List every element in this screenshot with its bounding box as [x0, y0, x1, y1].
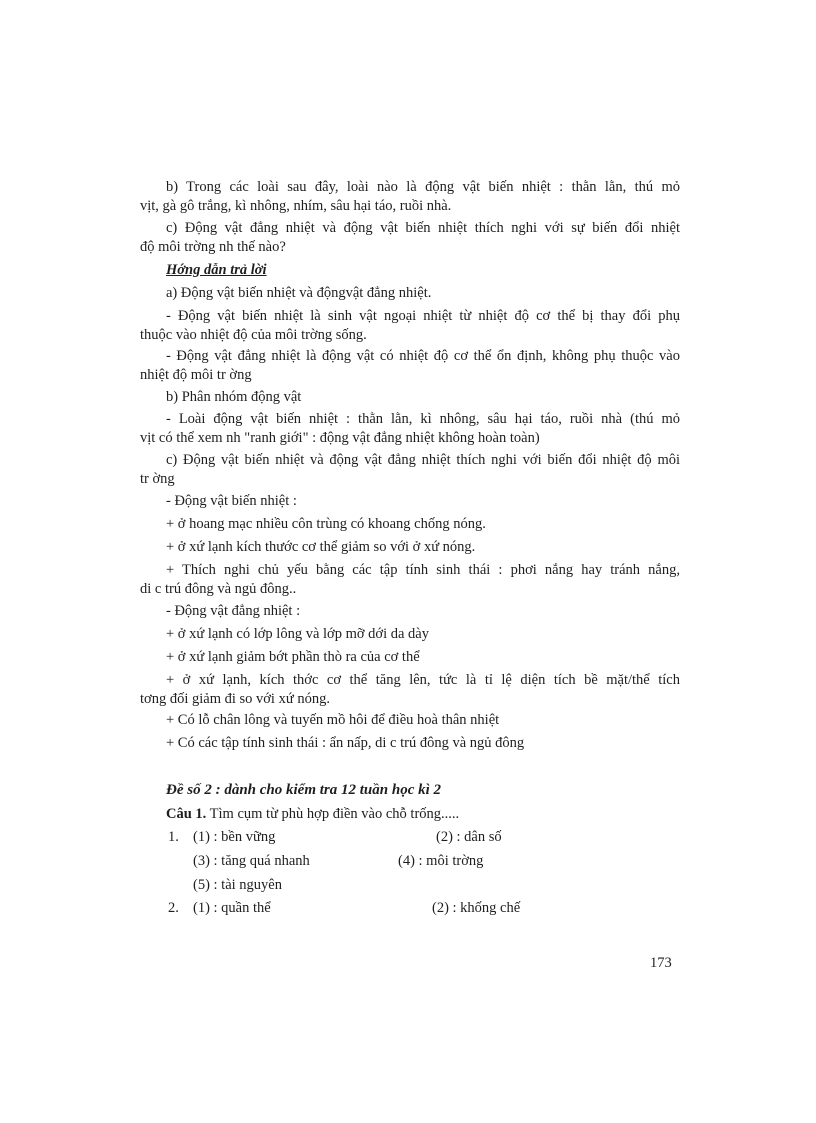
paragraph-warm-blooded-line1: - Động vật đẳng nhiệt là động vật có nhiệt độ cơ thể ổn định, không phụ thuộc vào — [166, 348, 680, 364]
answer-1-5: (5) : tài nguyên — [193, 877, 282, 893]
paragraph-cold-blooded-label: - Động vật biến nhiệt : — [166, 493, 297, 509]
paragraph-cold-body-size: + ở xứ lạnh kích thước cơ thể giảm so với ở xứ nóng. — [166, 539, 476, 555]
paragraph-warm-blooded-line2: nhiệt độ môi tr ờng — [140, 367, 252, 383]
answer-1-1: (1) : bền vững — [193, 829, 276, 845]
answer-2-1: (1) : quần thể — [193, 900, 271, 916]
paragraph-behavior-line1: + Thích nghi chủ yếu bằng các tập tính sinh thái : phơi nắng hay tránh nắng, — [166, 562, 680, 578]
question-1 — [140, 805, 706, 824]
paragraph-fur-fat: + ở xứ lạnh có lớp lông và lớp mỡ dới da dày — [166, 626, 429, 642]
paragraph-ecological-behavior: + Có các tập tính sinh thái : ẩn nấp, di c trú đông và ngủ đông — [166, 735, 525, 751]
answer-guide-heading: Hớng dẫn trả lời — [166, 262, 267, 278]
paragraph-answer-c-line1: c) Động vật biến nhiệt và động vật đẳng nhiệt thích nghi với biến đổi nhiệt độ môi — [166, 452, 680, 468]
paragraph-desert-insects: + ở hoang mạc nhiều côn trùng có khoang chống nóng. — [166, 516, 486, 532]
answer-2-2: (2) : khống chế — [432, 900, 521, 916]
paragraph-species-line2: vịt có thể xem nh "ranh giới" : động vật đẳng nhiệt không hoàn toàn) — [140, 430, 540, 446]
paragraph-cold-blooded-line2: thuộc vào nhiệt độ của môi trờng sống. — [140, 327, 367, 343]
paragraph-question-c-line1: c) Động vật đẳng nhiệt và động vật biến nhiệt thích nghi với sự biến đổi nhiệt — [166, 220, 680, 236]
paragraph-sweat-glands: + Có lỗ chân lông và tuyến mồ hôi để điều hoà thân nhiệt — [166, 712, 500, 728]
paragraph-surface-ratio-line2: tơng đối giảm đi so với xứ nóng. — [140, 691, 330, 707]
paragraph-question-b-line1: b) Trong các loài sau đây, loài nào là động vật biến nhiệt : thằn lằn, thú mỏ — [166, 179, 680, 195]
paragraph-question-b-line2: vịt, gà gô trắng, kì nhông, nhím, sâu hại táo, ruồi nhà. — [140, 198, 452, 214]
paragraph-question-c-line2: độ môi trờng nh thế nào? — [140, 239, 286, 255]
question-label: Câu 1. — [166, 806, 207, 822]
paragraph-reduce-extremities: + ở xứ lạnh giảm bớt phần thò ra của cơ thể — [166, 649, 420, 665]
paragraph-species-line1: - Loài động vật biến nhiệt : thằn lằn, kì nhông, sâu hại táo, ruồi nhà (thú mỏ — [166, 411, 680, 427]
paragraph-answer-b: b) Phân nhóm động vật — [166, 389, 302, 405]
page-number: 173 — [650, 955, 672, 971]
paragraph-cold-blooded-line1: - Động vật biến nhiệt là sinh vật ngoại nhiệt từ nhiệt độ cơ thể bị thay đổi phụ — [166, 308, 680, 324]
question-text: Tìm cụm từ phù hợp điền vào chỗ trống..... — [206, 806, 460, 822]
answer-1-2: (2) : dân số — [436, 829, 502, 845]
paragraph-answer-c-line2: tr ờng — [140, 471, 175, 487]
answer-number-2: 2. — [168, 900, 179, 916]
paragraph-behavior-line2: di c trú đông và ngủ đông.. — [140, 581, 297, 597]
answer-1-4: (4) : môi trờng — [398, 853, 484, 869]
answer-1-3: (3) : tăng quá nhanh — [193, 853, 310, 869]
paragraph-warm-blooded-label: - Động vật đẳng nhiệt : — [166, 603, 301, 619]
answer-number-1: 1. — [168, 829, 179, 845]
paragraph-surface-ratio-line1: + ở xứ lạnh, kích thớc cơ thể tăng lên, tức là tỉ lệ diện tích bề mặt/thể tích — [166, 672, 680, 688]
paragraph-answer-a: a) Động vật biến nhiệt và độngvật đẳng nhiệt. — [166, 285, 432, 301]
section-title: Đề số 2 : dành cho kiểm tra 12 tuần học kì 2 — [166, 782, 442, 798]
